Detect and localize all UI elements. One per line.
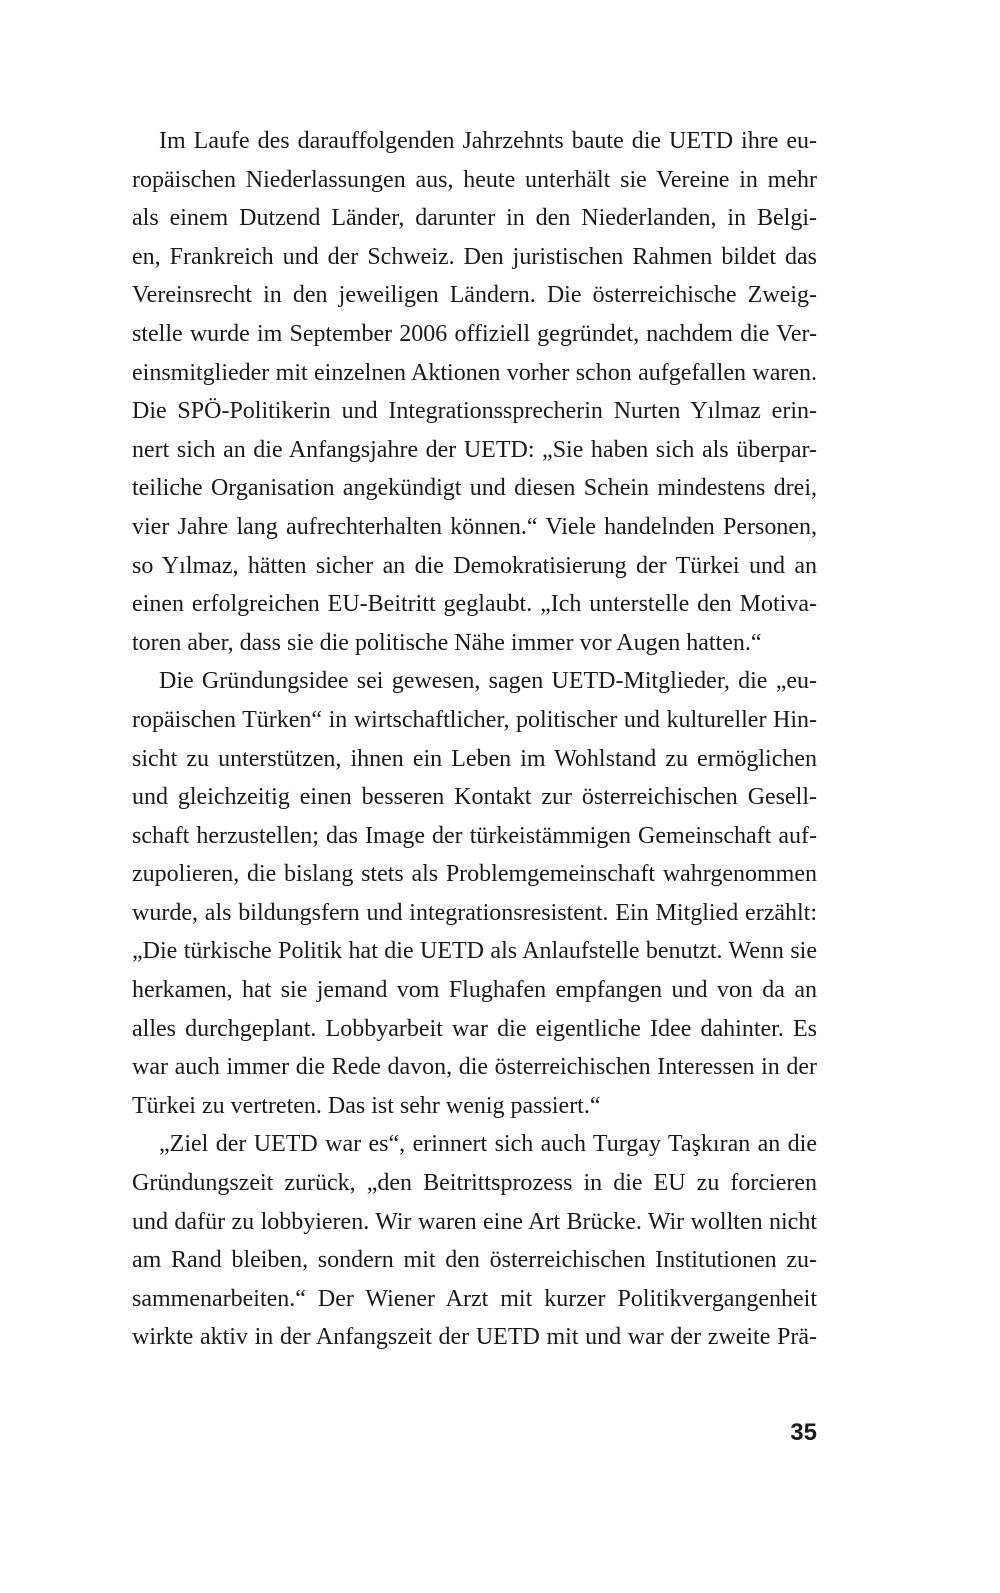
text-line: als einem Dutzend Länder, darunter in den Niederlanden, in Belgi-: [132, 205, 817, 232]
text-line: schaft herzustellen; das Image der türkeistämmigen Gemeinschaft auf-: [132, 822, 817, 849]
text-line: ropäischen Türken“ in wirtschaftlicher, politischer und kultureller Hin-: [132, 706, 817, 733]
body-text: [132, 122, 817, 1357]
paragraph-2: [132, 662, 817, 1125]
text-line: herkamen, hat sie jemand vom Flughafen empfangen und von da an: [132, 977, 817, 1004]
text-line: wirkte aktiv in der Anfangszeit der UETD mit und war der zweite Prä-: [132, 1324, 817, 1351]
text-line: vier Jahre lang aufrechterhalten können.“ Viele handelnden Personen,: [132, 513, 817, 540]
text-line: ropäischen Niederlassungen aus, heute unterhält sie Vereine in mehr: [132, 166, 817, 193]
text-line: und dafür zu lobbyieren. Wir waren eine Art Brücke. Wir wollten nicht: [132, 1208, 817, 1235]
text-line: so Yılmaz, hätten sicher an die Demokratisierung der Türkei und an: [132, 552, 817, 579]
page-number: 35: [790, 1419, 817, 1446]
text-line: Gründungszeit zurück, „den Beitrittsprozess in die EU zu forcieren: [132, 1170, 817, 1197]
text-line: stelle wurde im September 2006 offiziell gegründet, nachdem die Ver-: [132, 320, 817, 347]
paragraph-3: [132, 1125, 817, 1357]
text-line: en, Frankreich und der Schweiz. Den juristischen Rahmen bildet das: [132, 243, 817, 270]
text-line: war auch immer die Rede davon, die österreichischen Interessen in der: [132, 1054, 817, 1081]
text-line: Die SPÖ-Politikerin und Integrationssprecherin Nurten Yılmaz erin-: [132, 398, 817, 425]
text-line: Im Laufe des darauffolgenden Jahrzehnts baute die UETD ihre eu-: [159, 128, 817, 154]
text-line: nert sich an die Anfangsjahre der UETD: „Sie haben sich als überpar-: [132, 436, 817, 463]
text-line: Die Gründungsidee sei gewesen, sagen UETD-Mitglieder, die „eu-: [159, 668, 817, 695]
text-line: toren aber, dass sie die politische Nähe immer vor Augen hatten.“: [132, 629, 762, 656]
text-line: Türkei zu vertreten. Das ist sehr wenig passiert.“: [132, 1092, 601, 1119]
text-line: wurde, als bildungsfern und integrationsresistent. Ein Mitglied erzählt:: [132, 899, 817, 926]
text-line: teiliche Organisation angekündigt und diesen Schein mindestens drei,: [132, 475, 817, 502]
paragraph-1: [132, 122, 817, 662]
text-line: sammenarbeiten.“ Der Wiener Arzt mit kurzer Politikvergangenheit: [132, 1285, 817, 1312]
text-line: am Rand bleiben, sondern mit den österreichischen Institutionen zu-: [132, 1247, 817, 1274]
text-line: und gleichzeitig einen besseren Kontakt zur österreichischen Gesell-: [132, 784, 817, 811]
text-line: Vereinsrecht in den jeweiligen Ländern. Die österreichische Zweig-: [132, 282, 817, 309]
text-line: zupolieren, die bislang stets als Problemgemeinschaft wahrgenommen: [132, 861, 817, 888]
text-line: einsmitglieder mit einzelnen Aktionen vorher schon aufgefallen waren.: [132, 359, 817, 386]
text-line: „Die türkische Politik hat die UETD als Anlaufstelle benutzt. Wenn sie: [132, 938, 817, 965]
text-line: alles durchgeplant. Lobbyarbeit war die eigentliche Idee dahinter. Es: [132, 1015, 817, 1042]
text-line: einen erfolgreichen EU-Beitritt geglaubt. „Ich unterstelle den Motiva-: [132, 591, 817, 618]
text-line: sicht zu unterstützen, ihnen ein Leben im Wohlstand zu ermöglichen: [132, 745, 817, 772]
text-line: „Ziel der UETD war es“, erinnert sich auch Turgay Taşkıran an die: [159, 1131, 817, 1158]
